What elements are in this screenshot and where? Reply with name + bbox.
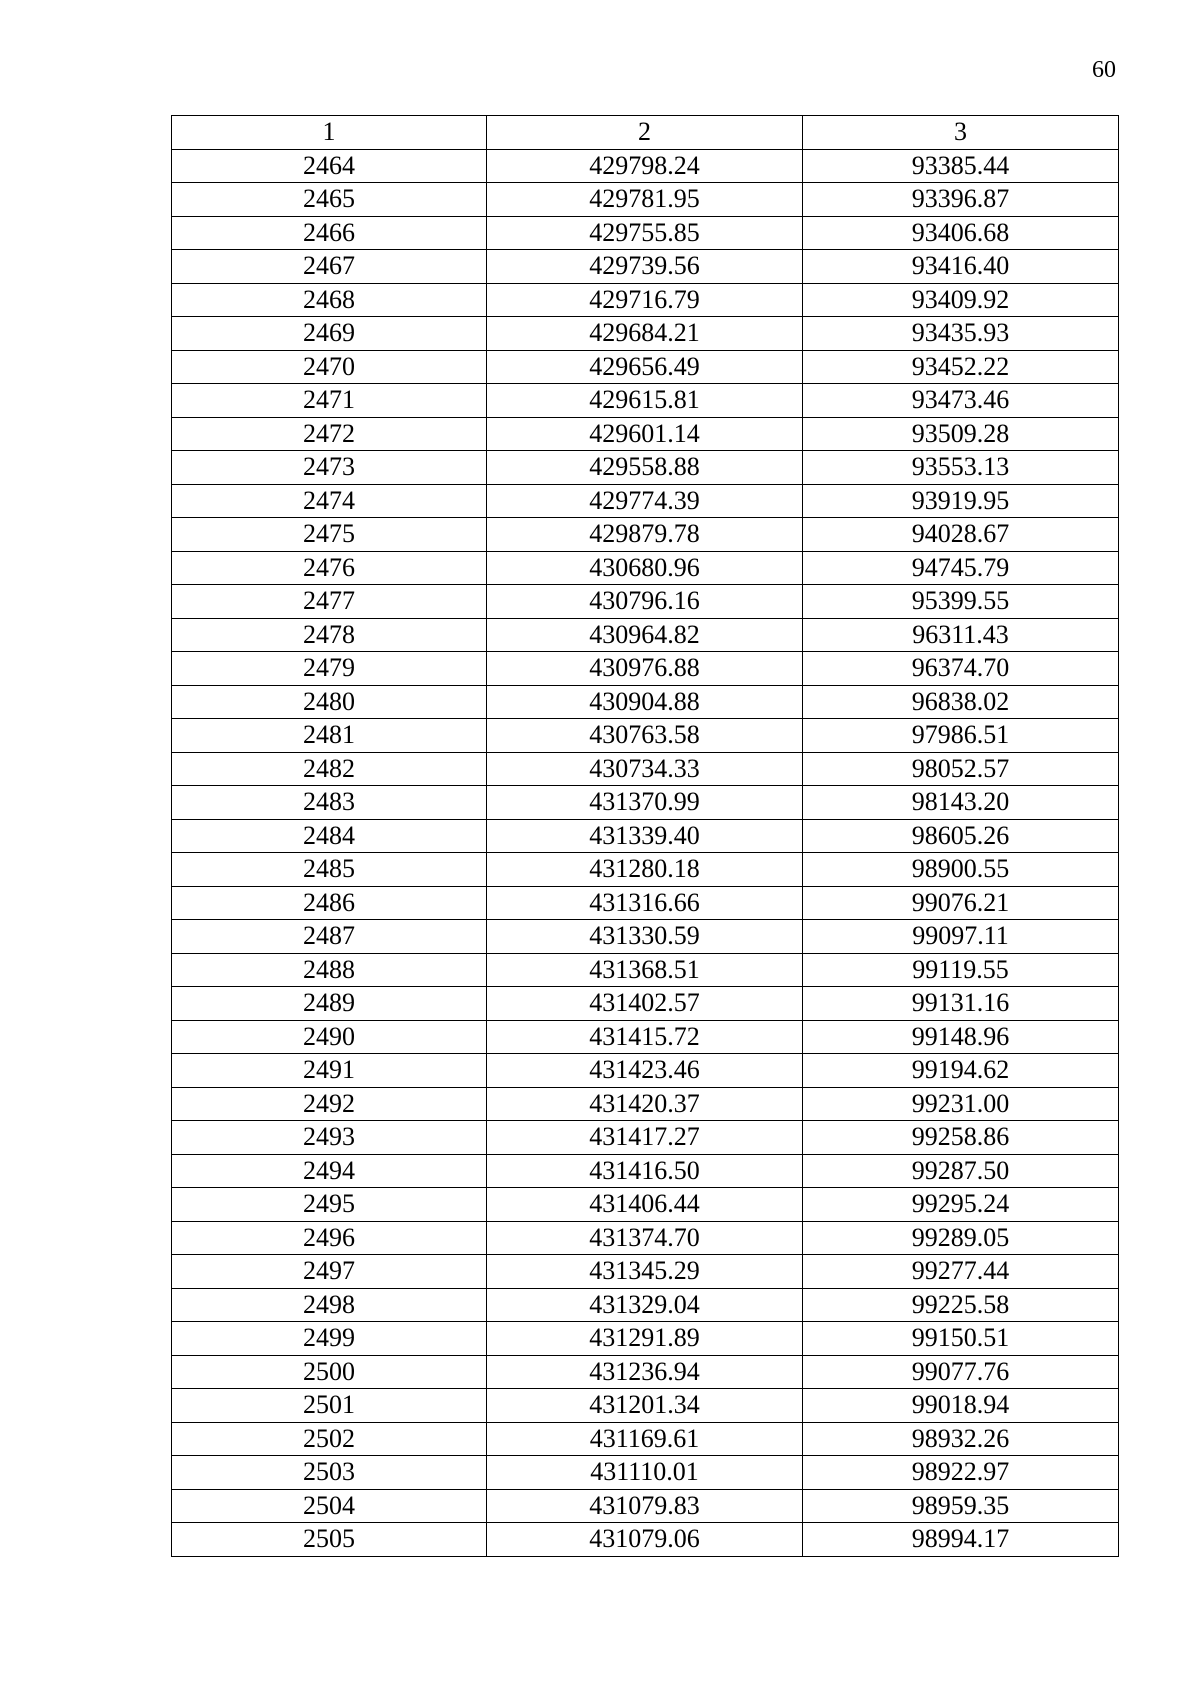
table-cell-col-3: 93416.40 bbox=[803, 250, 1119, 284]
table-cell-col-1: 2471 bbox=[172, 384, 487, 418]
table-cell-col-2: 431370.99 bbox=[487, 786, 803, 820]
table-row bbox=[172, 618, 1119, 652]
table-row bbox=[172, 719, 1119, 753]
table-cell-col-3: 95399.55 bbox=[803, 585, 1119, 619]
table-cell-col-2: 431368.51 bbox=[487, 953, 803, 987]
column-header-1: 1 bbox=[172, 116, 487, 150]
table-cell-col-3: 99150.51 bbox=[803, 1322, 1119, 1356]
table-cell-col-1: 2475 bbox=[172, 518, 487, 552]
table-cell-col-1: 2469 bbox=[172, 317, 487, 351]
table-cell-col-2: 431330.59 bbox=[487, 920, 803, 954]
table-cell-col-1: 2474 bbox=[172, 484, 487, 518]
table-row bbox=[172, 216, 1119, 250]
table-row bbox=[172, 987, 1119, 1021]
table-cell-col-3: 99194.62 bbox=[803, 1054, 1119, 1088]
table-cell-col-1: 2481 bbox=[172, 719, 487, 753]
table-cell-col-3: 99287.50 bbox=[803, 1154, 1119, 1188]
table-cell-col-3: 93452.22 bbox=[803, 350, 1119, 384]
table-cell-col-3: 93553.13 bbox=[803, 451, 1119, 485]
table-row bbox=[172, 350, 1119, 384]
table-cell-col-1: 2498 bbox=[172, 1288, 487, 1322]
table-row bbox=[172, 518, 1119, 552]
table-row bbox=[172, 451, 1119, 485]
table-row bbox=[172, 1523, 1119, 1557]
table-cell-col-2: 429798.24 bbox=[487, 149, 803, 183]
table-cell-col-2: 430964.82 bbox=[487, 618, 803, 652]
table-cell-col-1: 2470 bbox=[172, 350, 487, 384]
table-cell-col-3: 93435.93 bbox=[803, 317, 1119, 351]
table-cell-col-2: 429615.81 bbox=[487, 384, 803, 418]
table-row bbox=[172, 1221, 1119, 1255]
table-row bbox=[172, 149, 1119, 183]
table-cell-col-1: 2483 bbox=[172, 786, 487, 820]
table-cell-col-1: 2486 bbox=[172, 886, 487, 920]
table-row bbox=[172, 786, 1119, 820]
table-cell-col-2: 430763.58 bbox=[487, 719, 803, 753]
table-row bbox=[172, 1255, 1119, 1289]
table-row bbox=[172, 183, 1119, 217]
table-cell-col-3: 99258.86 bbox=[803, 1121, 1119, 1155]
table-cell-col-2: 431339.40 bbox=[487, 819, 803, 853]
table-cell-col-3: 99097.11 bbox=[803, 920, 1119, 954]
table-cell-col-3: 94745.79 bbox=[803, 551, 1119, 585]
table-row bbox=[172, 1020, 1119, 1054]
coordinates-table bbox=[171, 115, 1119, 1557]
table-row bbox=[172, 1154, 1119, 1188]
table-cell-col-1: 2484 bbox=[172, 819, 487, 853]
table-cell-col-2: 429879.78 bbox=[487, 518, 803, 552]
table-cell-col-3: 99018.94 bbox=[803, 1389, 1119, 1423]
table-row bbox=[172, 1288, 1119, 1322]
table-cell-col-3: 99148.96 bbox=[803, 1020, 1119, 1054]
table-cell-col-1: 2492 bbox=[172, 1087, 487, 1121]
table-cell-col-1: 2487 bbox=[172, 920, 487, 954]
table-cell-col-1: 2466 bbox=[172, 216, 487, 250]
table-cell-col-2: 431417.27 bbox=[487, 1121, 803, 1155]
table-cell-col-3: 98052.57 bbox=[803, 752, 1119, 786]
table-cell-col-3: 93473.46 bbox=[803, 384, 1119, 418]
table-cell-col-3: 98959.35 bbox=[803, 1489, 1119, 1523]
table-row bbox=[172, 752, 1119, 786]
table-cell-col-2: 429781.95 bbox=[487, 183, 803, 217]
table-cell-col-3: 93396.87 bbox=[803, 183, 1119, 217]
table-cell-col-2: 429601.14 bbox=[487, 417, 803, 451]
table-cell-col-3: 99295.24 bbox=[803, 1188, 1119, 1222]
table-cell-col-1: 2502 bbox=[172, 1422, 487, 1456]
table-cell-col-3: 93406.68 bbox=[803, 216, 1119, 250]
table-row bbox=[172, 819, 1119, 853]
table-cell-col-1: 2479 bbox=[172, 652, 487, 686]
table-cell-col-3: 98922.97 bbox=[803, 1456, 1119, 1490]
table-row bbox=[172, 1389, 1119, 1423]
table-row bbox=[172, 585, 1119, 619]
table-cell-col-2: 431079.83 bbox=[487, 1489, 803, 1523]
table-cell-col-1: 2465 bbox=[172, 183, 487, 217]
table-cell-col-1: 2488 bbox=[172, 953, 487, 987]
table-cell-col-2: 431201.34 bbox=[487, 1389, 803, 1423]
table-cell-col-1: 2505 bbox=[172, 1523, 487, 1557]
table-cell-col-1: 2485 bbox=[172, 853, 487, 887]
table-row bbox=[172, 1355, 1119, 1389]
table-cell-col-2: 429684.21 bbox=[487, 317, 803, 351]
table-cell-col-3: 99131.16 bbox=[803, 987, 1119, 1021]
table-cell-col-1: 2497 bbox=[172, 1255, 487, 1289]
table-cell-col-2: 431420.37 bbox=[487, 1087, 803, 1121]
table-cell-col-3: 96311.43 bbox=[803, 618, 1119, 652]
table-row bbox=[172, 685, 1119, 719]
table-cell-col-2: 429558.88 bbox=[487, 451, 803, 485]
table-cell-col-3: 98932.26 bbox=[803, 1422, 1119, 1456]
table-cell-col-2: 431402.57 bbox=[487, 987, 803, 1021]
table-cell-col-1: 2495 bbox=[172, 1188, 487, 1222]
table-cell-col-3: 99289.05 bbox=[803, 1221, 1119, 1255]
table-cell-col-2: 430904.88 bbox=[487, 685, 803, 719]
table-cell-col-2: 431079.06 bbox=[487, 1523, 803, 1557]
table-row bbox=[172, 384, 1119, 418]
table-cell-col-1: 2476 bbox=[172, 551, 487, 585]
table-cell-col-1: 2464 bbox=[172, 149, 487, 183]
table-cell-col-3: 98605.26 bbox=[803, 819, 1119, 853]
table-cell-col-2: 431416.50 bbox=[487, 1154, 803, 1188]
table-row bbox=[172, 1054, 1119, 1088]
table-cell-col-1: 2467 bbox=[172, 250, 487, 284]
table-cell-col-3: 99277.44 bbox=[803, 1255, 1119, 1289]
table-cell-col-3: 99225.58 bbox=[803, 1288, 1119, 1322]
table-cell-col-2: 429755.85 bbox=[487, 216, 803, 250]
table-row bbox=[172, 484, 1119, 518]
table-cell-col-1: 2501 bbox=[172, 1389, 487, 1423]
table-cell-col-3: 98143.20 bbox=[803, 786, 1119, 820]
column-header-2: 2 bbox=[487, 116, 803, 150]
table-cell-col-1: 2504 bbox=[172, 1489, 487, 1523]
table-cell-col-2: 429716.79 bbox=[487, 283, 803, 317]
table-cell-col-3: 96838.02 bbox=[803, 685, 1119, 719]
table-cell-col-1: 2491 bbox=[172, 1054, 487, 1088]
table-cell-col-3: 93919.95 bbox=[803, 484, 1119, 518]
table-cell-col-2: 431291.89 bbox=[487, 1322, 803, 1356]
table-cell-col-2: 431110.01 bbox=[487, 1456, 803, 1490]
table-cell-col-1: 2472 bbox=[172, 417, 487, 451]
table-cell-col-2: 431316.66 bbox=[487, 886, 803, 920]
table-cell-col-1: 2503 bbox=[172, 1456, 487, 1490]
table-cell-col-3: 99119.55 bbox=[803, 953, 1119, 987]
table-row bbox=[172, 1322, 1119, 1356]
table-cell-col-2: 430976.88 bbox=[487, 652, 803, 686]
table-cell-col-3: 93409.92 bbox=[803, 283, 1119, 317]
table-cell-col-3: 98994.17 bbox=[803, 1523, 1119, 1557]
table-cell-col-2: 431415.72 bbox=[487, 1020, 803, 1054]
table-cell-col-1: 2478 bbox=[172, 618, 487, 652]
table-cell-col-1: 2482 bbox=[172, 752, 487, 786]
table-row bbox=[172, 551, 1119, 585]
table-cell-col-1: 2499 bbox=[172, 1322, 487, 1356]
table-cell-col-1: 2473 bbox=[172, 451, 487, 485]
table-cell-col-2: 431280.18 bbox=[487, 853, 803, 887]
table-cell-col-3: 99231.00 bbox=[803, 1087, 1119, 1121]
table-cell-col-2: 431236.94 bbox=[487, 1355, 803, 1389]
table-cell-col-3: 96374.70 bbox=[803, 652, 1119, 686]
table-cell-col-3: 99077.76 bbox=[803, 1355, 1119, 1389]
table-row bbox=[172, 1087, 1119, 1121]
table-cell-col-2: 430796.16 bbox=[487, 585, 803, 619]
table-cell-col-3: 97986.51 bbox=[803, 719, 1119, 753]
table-cell-col-2: 429656.49 bbox=[487, 350, 803, 384]
table-row bbox=[172, 920, 1119, 954]
table-row bbox=[172, 886, 1119, 920]
table-row bbox=[172, 652, 1119, 686]
table-cell-col-1: 2480 bbox=[172, 685, 487, 719]
table-row bbox=[172, 953, 1119, 987]
table-row bbox=[172, 1188, 1119, 1222]
table-cell-col-3: 93385.44 bbox=[803, 149, 1119, 183]
table-cell-col-2: 431169.61 bbox=[487, 1422, 803, 1456]
table-cell-col-1: 2489 bbox=[172, 987, 487, 1021]
table-cell-col-1: 2490 bbox=[172, 1020, 487, 1054]
table-cell-col-2: 429739.56 bbox=[487, 250, 803, 284]
table-row bbox=[172, 1456, 1119, 1490]
table-cell-col-2: 431345.29 bbox=[487, 1255, 803, 1289]
table-row bbox=[172, 417, 1119, 451]
table-row bbox=[172, 250, 1119, 284]
table-row bbox=[172, 283, 1119, 317]
table-cell-col-2: 430680.96 bbox=[487, 551, 803, 585]
table-cell-col-3: 98900.55 bbox=[803, 853, 1119, 887]
table-header-row bbox=[172, 116, 1119, 150]
table-row bbox=[172, 1422, 1119, 1456]
table-row bbox=[172, 1489, 1119, 1523]
table-cell-col-3: 99076.21 bbox=[803, 886, 1119, 920]
table-cell-col-1: 2496 bbox=[172, 1221, 487, 1255]
table-body bbox=[172, 149, 1119, 1556]
table-cell-col-1: 2493 bbox=[172, 1121, 487, 1155]
column-header-3: 3 bbox=[803, 116, 1119, 150]
table-cell-col-2: 431374.70 bbox=[487, 1221, 803, 1255]
table-cell-col-2: 431329.04 bbox=[487, 1288, 803, 1322]
table-cell-col-2: 429774.39 bbox=[487, 484, 803, 518]
table-row bbox=[172, 1121, 1119, 1155]
table-cell-col-1: 2468 bbox=[172, 283, 487, 317]
table-cell-col-2: 430734.33 bbox=[487, 752, 803, 786]
table-cell-col-2: 431406.44 bbox=[487, 1188, 803, 1222]
table-cell-col-3: 93509.28 bbox=[803, 417, 1119, 451]
table-cell-col-1: 2500 bbox=[172, 1355, 487, 1389]
table-cell-col-1: 2477 bbox=[172, 585, 487, 619]
table-cell-col-2: 431423.46 bbox=[487, 1054, 803, 1088]
table-row bbox=[172, 317, 1119, 351]
table-row bbox=[172, 853, 1119, 887]
page-number: 60 bbox=[1092, 57, 1116, 83]
table-cell-col-1: 2494 bbox=[172, 1154, 487, 1188]
table-cell-col-3: 94028.67 bbox=[803, 518, 1119, 552]
